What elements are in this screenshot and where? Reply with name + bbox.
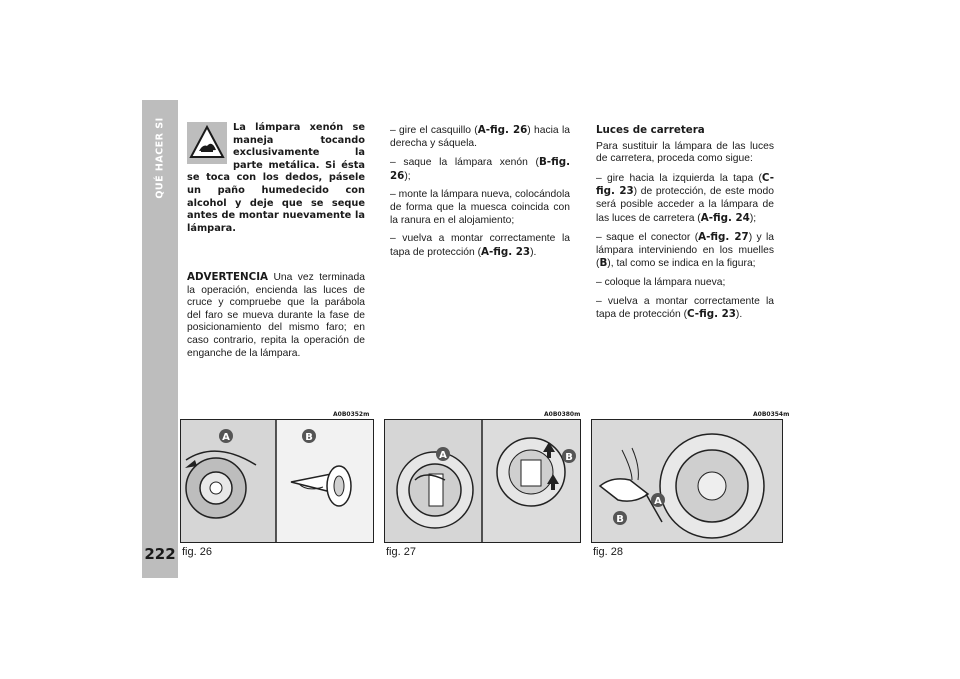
figure-label: fig. 28 (593, 546, 623, 558)
figure-label: fig. 27 (386, 546, 416, 558)
advertencia-lead: ADVERTENCIA (187, 271, 269, 283)
figure-28-image (591, 419, 783, 543)
warning-text: La lámpara xenón se maneja tocando exclusivamente la parte metálica. Si ésta se toca con los dedos, pásele un paño humedecido con alcohol y deje que se seque antes de montar nuevamente la lámpara. (187, 122, 365, 234)
step-paragraph: – coloque la lámpara nueva; (596, 276, 726, 288)
figure-label: fig. 26 (182, 546, 212, 558)
callout-a: A (654, 496, 662, 507)
figure-reference: A-fig. 24 (700, 211, 750, 224)
advertencia-paragraph (187, 271, 365, 366)
figure-reference: A-fig. 27 (698, 231, 749, 244)
section-heading: Luces de carretera (596, 124, 705, 136)
step-paragraph: – gire el casquillo (A-fig. 26) hacia la derecha y sáquela. (390, 124, 570, 149)
figure-code: A0B0354m (753, 411, 790, 418)
figure-code: A0B0352m (333, 411, 370, 418)
page-number: 222 (144, 545, 176, 563)
figure-reference: B-fig. 26 (390, 156, 570, 182)
figure-reference: B (599, 257, 608, 270)
figure-code: A0B0380m (544, 411, 581, 418)
sidebar (142, 100, 178, 578)
advertencia-text: Una vez terminada la operación, encienda las luces de cruce y compruebe que la parábola del faro se mueva durante la fase de posicionamiento del mismo faro; en caso contrario, repita la operación de enganche de la lámpara. (187, 272, 365, 359)
intro-paragraph: Para sustituir la lámpara de las luces de carretera, proceda como sigue: (596, 140, 774, 165)
column-3 (596, 124, 774, 328)
step-paragraph: – saque la lámpara xenón (B-fig. 26); (390, 156, 570, 182)
callout-b: B (616, 514, 624, 525)
callout-b: B (305, 432, 313, 443)
callout-a: A (439, 450, 447, 461)
warning-triangle-icon (187, 122, 227, 164)
step-paragraph: – vuelva a montar correctamente la tapa de protección (A-fig. 23). (390, 233, 570, 258)
step-paragraph: – gire hacia la izquierda la tapa (C-fig. 23) de protección, de este modo será posible acceder a la lámpara de las luces de carretera (A-fig. 24); (596, 171, 774, 224)
figure-reference: A-fig. 23 (481, 245, 531, 258)
callout-b: B (565, 452, 573, 463)
callout-a: A (222, 432, 230, 443)
column-2 (390, 124, 570, 265)
figure-reference: C-fig. 23 (596, 171, 774, 198)
figure-27-image (384, 419, 581, 543)
figure-26-image (180, 419, 374, 543)
step-paragraph: – monte la lámpara nueva, colocándola de forma que la muesca coincida con la ranura en el alojamiento; (390, 189, 570, 226)
warning-block (187, 122, 365, 235)
figure-reference: A-fig. 26 (477, 124, 528, 136)
step-paragraph: – saque el conector (A-fig. 27) y la lámpara interviniendo en los muelles (B), tal como se indica en la figura; (596, 231, 774, 270)
section-title: QUÉ HACER SI (154, 117, 166, 199)
step-paragraph: – vuelva a montar correctamente la tapa de protección (C-fig. 23). (596, 295, 774, 321)
figure-reference: C-fig. 23 (687, 308, 736, 321)
section-title-vertical (142, 100, 178, 215)
